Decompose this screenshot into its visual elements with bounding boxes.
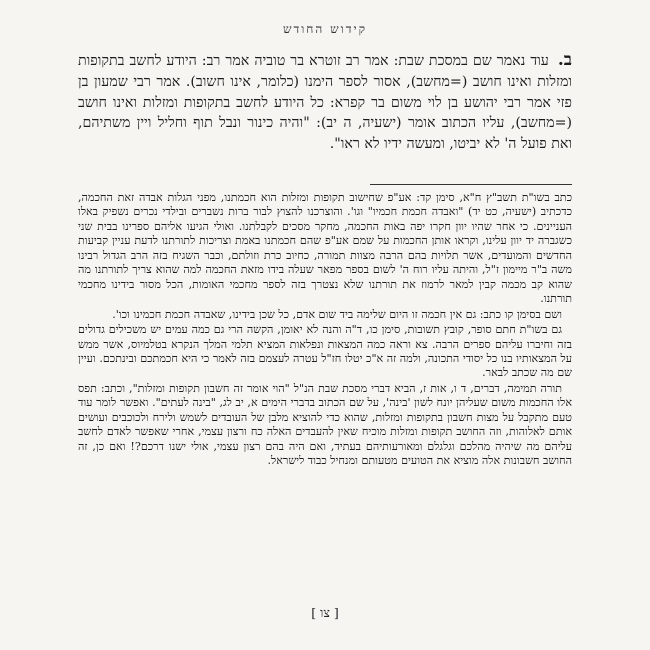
footnote-paragraph: תורה תמימה, דברים, ד ו, אות ז, הביא דברי מסכת שבת הנ"ל "הוי אומר זה חשבון תקופות ומזלות", וכתב: תפס אלו החכמות משום שעליהן יונח לשון 'בינה', על שם הכתוב בדברי הימים א, יב לג, "בינה לעתים". ואפשר לומר עוד טעם מתקבל על מצות חשבון בתקופות ומזלות, שהוא כדי להוציא מלבן של העובדים לשמש ולירח ולכוכבים ועושים אותם לאלוהות, וזה החושב תקופות ומזלות מוכיח שאין להעבדים האלה כח ורצון עצמי, אחרי שאפשר לאדם לחשב עליהם מה שיהיה מהלכם וגלגלם ומאורעותיהם בעתיד, ואם היה בהם רצון עצמי, אולי ישנו דרכם?! ואם כן, זה החושב חשבונות אלה מוציא את הטועים מטעותם ומנחיל כבוד לישראל. xyxy=(78,381,572,468)
footnote-paragraph: כתב בשו"ת תשב"ץ ח"א, סימן קד: אע"פ שחישוב תקופות ומזלות הוא חכמתנו, מפני הגלות אבדה זאת החכמה, כדכתיב (ישעיה, כט יד) "ואבדה חכמת חכמיו" וגו'. והוצרכנו להצוץ לבור ברות נשברים ובילדי נכרים נשפיק באלו העניינים. כי אחר שהיו יוון חקרו יפה באות החכמה, מחקר מסכים לקבלתנו. ואולי הגיעו אליהם ספרינו בבית שני כשגברה יד יוון עלינו, וקראו אותן החכמות על שמם אע"פ שהם חכמתנו באמת וצריכות לתורתנו לדעת עניין קביעות החדשים והמועדים, אשר תלויות בהם הרבה מצוות תמורה, כחיוב כרת וזולתם, וכבר השגיח בזה הרב הגדול רבינו משה ב"ר מיימון ז"ל, והיתה עליו רוח ה' לשום בספר מפאר שעלה בידו מזאת החכמה למה שהוא צריך לתורתנו מה שהוא קב מכמה קבין למאר לרמוז את תורתנו שלא נצטרך בזה לספר מחכמי האומות, הכל מסור בידינו מחכמי תורתנו. xyxy=(78,191,572,306)
main-paragraph xyxy=(78,50,572,155)
footnote-paragraph: גם בשו"ת חתם סופר, קובץ תשובות, סימן כו, ד"ה והנה לא יאומן, הקשה הרי גם כמה עמים יש משכילים גדולים בזה וחיברו עליהם ספרים הרבה. צא וראה כמה המצאות ונפלאות המציא תלמי המלך הנקרא בטלמיוס, אשר ממש על המצאותיו בנו כל יסודי התכונה, ולמה זה א"כ יטלו חז"ל עטרה לעצמם בזה לאמר כי היא חכמתכם ובינתכם. ועיין שם מה שכתב לבאר. xyxy=(78,323,572,380)
footnotes xyxy=(78,191,572,470)
section-label: ב. xyxy=(557,50,572,70)
footnote-paragraph: ושם בסימן קו כתב: גם אין חכמה זו היום שלימה ביד שום אדם, כל שכן בידינו, שאבדה חכמת חכמינו וכו'. xyxy=(112,307,562,321)
page-number: [ צו ] xyxy=(311,605,339,620)
footnote-separator xyxy=(370,184,572,185)
running-header: קידוש החודש xyxy=(282,22,368,36)
main-text: עוד נאמר שם במסכת שבת: אמר רב זוטרא בר טוביה אמר רב: היודע לחשב בתקופות ומזלות ואינו חושב (=מחשב), אסור לספר הימנו (כלומר, אינו חשוב). אמר רבי שמעון בן פזי אמר רבי יהושע בן לוי משום בר קפרא: כל היודע לחשב בתקופות ומזלות ואינו חושב (=מחשב), עליו הכתוב אומר (ישעיה, ה יב): "והיה כינור ונבל תוף וחליל ויין משתיהם, ואת פועל ה' לא יביטו, ומעשה ידיו לא ראו". xyxy=(78,53,572,153)
